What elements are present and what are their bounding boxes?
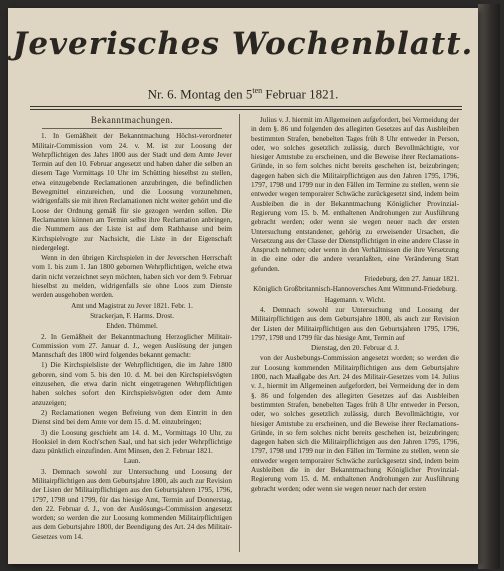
notice-3-text: 3. Demnach sowohl zur Untersuchung und Loosung der Militairpflichtigen aus dem Geburtsjahre 1800, als auch zur Revision der Listen der Militairpflichtigen aus den Geburtsjahren 1795, 1796, 1797, 1798 und 1799, für das hiesige Amt, Termin auf Donnerstag, den 22. Februar d. J., von der Auslösungs-Commission angesetzt worden; so werden die zur Loosung kommenden Militairpflichtigen aus dem Geburtsjahre 1800, der Beendigung des Art. 24 des Militair-Gesetzes vom 14. — [32, 467, 232, 541]
newspaper-page — [8, 8, 478, 564]
issue-line — [8, 86, 478, 102]
notice-3-office: Königlich Großbritannisch-Hannoversches Amt Wittmund-Friedeburg. — [253, 285, 457, 294]
header-rule-double — [30, 109, 462, 110]
issue-number: Nr. 6. — [147, 86, 177, 102]
notice-4-text-cont: von der Ausbebungs-Commission angesetzt worden; so werden die zur Loosung kommenden Militairpflichtigen aus dem Geburtsjahre 1800, nach Maaßgabe des Art. 24 des Militair-Gesetzes vom 14. Julius v. J., hiermit im Allgemeinen aufgefordert, bei Vermeidung der in dem §. 86 und folgenden des allegirten Gesetzes auf das Ausbleiben bestimmten Strafen, benebelten Tages früh 8 Uhr entweder in Person, oder, wo solches gesetzlich zulässig, durch Bevollmächtigte, vor hiesiger Amtstube zu erscheinen, und die Beweise ihrer Reclamations-Gründe, in so fern solches nicht bereits geschehen ist, beizubringen; dagegen haben sich die Militairpflichtigen aus den Jahren 1795, 1796, 1797, 1798 und 1799 nur in den Fällen im Termine zu stellen, wenn sie entweder wegen temporairer Schwäche zurückgesetzt sind, indem beim Ausbleiben die in der Bekanntmachung Königlicher Provinzial-Regierung vom 15. d. M. enthaltenen Androhungen zur Ausführung gebracht werden; oder wenn sie wegen neuer nach der ersten — [251, 354, 459, 493]
notice-1-text: 1. In Gemäßheit der Bekanntmachung Höchst-verordneter Militair-Commission vom 24. v. M. ist zur Loosung der Wehrpflichtigen des Jahrs 1800 aus der Stadt und dem Amte Jever Termin auf den 10. Februar angesetzt und haben daher die selben an diesem Tage Vormittags 10 Uhr im Schütting hieselbst zu stellen, etwa einzugebende Reclamationen anzubringen, die befindlichen Bewegmittel einzureichen, und die Loosung vorzunehmen, widrigenfalls sie mit ihren Reclamationen nicht weiter gehört und die Loose der Ordnung gemäß für sie gezogen werden sollen. Die Reclamanten können am Termin selbst ihre Reclamation anbringen, die Nummern aus der Liste ist auf dem Rathhause und beim Kirchspielvogte zur Nachsicht, die Liste in der Eigenschaft niedergelegt. — [32, 132, 232, 252]
notice-2-item-1: 1) Die Kirchspielsliste der Wehrpflichtigen, die im Jahre 1800 geboren, sind vom 5. bis den 10. d. M. bei den Kirchspielsvögten einzusehen, die etwa darin nicht eingetragenen Wehrpflichtigen haben solches sofort den Kirchspielsvögten oder dem Amte anzuzeigen; — [32, 361, 232, 407]
issue-date-suffix: Februar 1821. — [265, 86, 339, 102]
notice-3-text-cont: Julius v. J. hiermit im Allgemeinen aufgefordert, bei Vermeidung der in dem §. 86 und folgenden des allegirten Gesetzes auf das Ausbleiben bestimmten Strafen, benebelten Tages früh 8 Uhr entweder in Person, oder, wo solches gesetzlich zulässig, durch Bevollmächtigte, vor hiesiger Amtstube zu erscheinen, und die Beweise ihrer Reclamations-Gründe, in so fern solches nicht bereits geschehen ist, beizubringen; dagegen haben sich die Militairpflichtigen aus den Jahren 1795, 1796, 1797, 1798 und 1799 nur in den Fällen im Termine zu stellen, wenn sie entweder wegen temporairer Schwäche zurückgesetzt sind, indem beim Ausbleiben die in der Bekanntmachung Königlicher Provinzial-Regierung vom 15. b. M. enthaltenen Androhungen zur Ausführung gebracht werden; oder wenn sie wegen neuer nach der ersten Untersuchung entstandener, gehörig zu erweisender Ursachen, die Versetzung aus der Classe der Dienstpflichtigen in eine andere Classe in Anspruch nehmen; oder wenn in den Verhältnissen die ihre Versetzung in die eine oder die andere veranlaßten, eine Veränderung Statt gefunden. — [251, 116, 459, 273]
column-divider — [239, 114, 240, 552]
header-rule — [30, 106, 462, 107]
notice-3-signatures: Hagemann. v. Wicht. — [324, 295, 386, 304]
notice-1-signatures: Strackerjan, F. Harms. Drost. — [90, 311, 174, 320]
notice-2-text: 2. In Gemäßheit der Bekanntmachung Herzoglicher Militair-Commission vom 27. Januar d. J., wegen Auslösung der jungen Mannschaft des 1800 wird folgendes bekannt gemacht: — [32, 332, 232, 360]
notice-2-item-3: 3) die Loosung geschieht am 14. d. M., Vormittags 10 Uhr, zu Hooksiel in dem Koch'schen Saal, und hat sich jeder Wehrpflichtige dazu pünktlich einzufinden. Amt Minsen, den 2. Februar 1821. — [32, 428, 232, 456]
masthead-title: Jeverisches Wochenblatt. — [12, 26, 474, 62]
notice-1-text-cont: Wenn in den übrigen Kirchspielen in der Jeverschen Herrschaft vom 1. bis zum 1. Jan 1800 gebornen Wehrpflichtigen, welche etwa darin nicht verzeichnet seyn möchten, haben sich vor dem 9. Februar hieselbst zu melden, widrigenfalls sie ohne Loos zum Dienste werden ausgehoben werden. — [32, 254, 232, 300]
issue-date-sup: ten — [252, 86, 263, 95]
notice-2-signature: Laun. — [123, 457, 141, 466]
issue-date-prefix: Montag den 5 — [180, 86, 253, 102]
notice-3-date: Friedeburg, den 27. Januar 1821. — [364, 275, 459, 284]
notice-1-date: Amt und Magistrat zu Jever 1821. Febr. 1. — [71, 301, 193, 310]
notice-2-item-2: 2) Reclamationen wegen Befreiung von dem Eintritt in den Dienst sind bei dem Amte vor dem 15. d. M. einzubringen; — [32, 408, 232, 427]
left-column — [32, 116, 232, 543]
right-column — [251, 116, 459, 495]
book-spine — [478, 4, 500, 569]
notice-1-signatures-2: Ehden. Thümmel. — [106, 322, 158, 331]
section-heading: Bekanntmachungen. — [90, 115, 174, 125]
notice-4-text: 4. Demnach sowohl zur Untersuchung und Loosung der Militairpflichtigen aus dem Geburtsjahre 1800, als auch zur Revision der Listen der Militairpflichtigen aus den Geburtsjahren 1795, 1796, 1797, 1798 und 1799 für das hiesige Amt, Termin auf — [251, 305, 459, 342]
notice-4-date: Dienstag, den 20. Februar d. J. — [310, 344, 400, 353]
heading-rule — [42, 128, 222, 129]
